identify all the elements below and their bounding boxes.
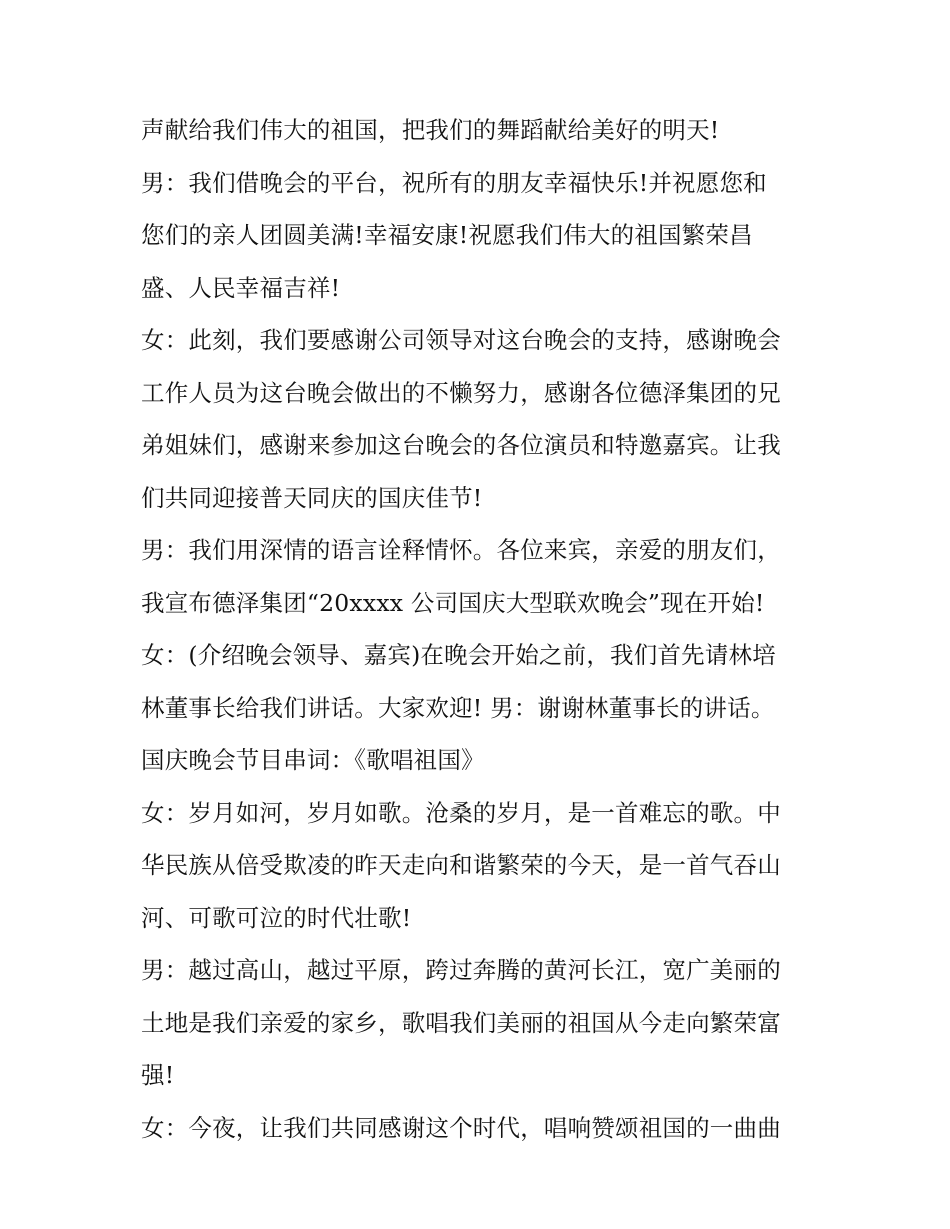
text-line: 土地是我们亲爱的家乡，歌唱我们美丽的祖国从今走向繁荣富 — [141, 1008, 781, 1037]
section-heading: 国庆晚会节目串词：《歌唱祖国》 — [141, 746, 485, 774]
document-body — [141, 104, 831, 1154]
text-line: 盛、人民幸福吉祥! — [141, 273, 341, 302]
text-line: 声献给我们伟大的祖国，把我们的舞蹈献给美好的明天! — [141, 116, 720, 144]
text-line: 华民族从倍受欺凌的昨天走向和谐繁荣的今天，是一首气吞山 — [141, 851, 781, 879]
text-line: 河、可歌可泣的时代壮歌! — [141, 903, 412, 932]
text-line: 工作人员为这台晚会做出的不懒努力，感谢各位德泽集团的兄 — [141, 378, 781, 407]
text-line: 女：今夜，让我们共同感谢这个时代，唱响赞颂祖国的一曲曲 — [141, 1113, 781, 1142]
text-line: 们共同迎接普天同庆的国庆佳节! — [141, 483, 483, 512]
text-line: 男：我们借晚会的平台，祝所有的朋友幸福快乐!并祝愿您和 — [141, 168, 767, 197]
text-line: 弟姐妹们，感谢来参加这台晚会的各位演员和特邀嘉宾。让我 — [141, 431, 781, 459]
text-line: 女：此刻，我们要感谢公司领导对这台晚会的支持，感谢晚会 — [141, 326, 781, 354]
text-line: 男：我们用深情的语言诠释情怀。各位来宾，亲爱的朋友们， — [141, 536, 781, 564]
text-line: 男：越过高山，越过平原，跨过奔腾的黄河长江，宽广美丽的 — [141, 956, 781, 984]
text-line: 女：岁月如河，岁月如歌。沧桑的岁月，是一首难忘的歌。中 — [141, 798, 781, 827]
text-line: 强! — [141, 1061, 175, 1089]
text-line: 您们的亲人团圆美满!幸福安康!祝愿我们伟大的祖国繁荣昌 — [141, 221, 753, 249]
text-line: 林董事长给我们讲话。大家欢迎! 男：谢谢林董事长的讲话。 — [141, 693, 775, 722]
text-line: 女：(介绍晚会领导、嘉宾)在晚会开始之前，我们首先请林培 — [141, 641, 776, 669]
text-line: 我宣布德泽集团“20xxxx 公司国庆大型联欢晚会”现在开始! — [141, 588, 765, 617]
